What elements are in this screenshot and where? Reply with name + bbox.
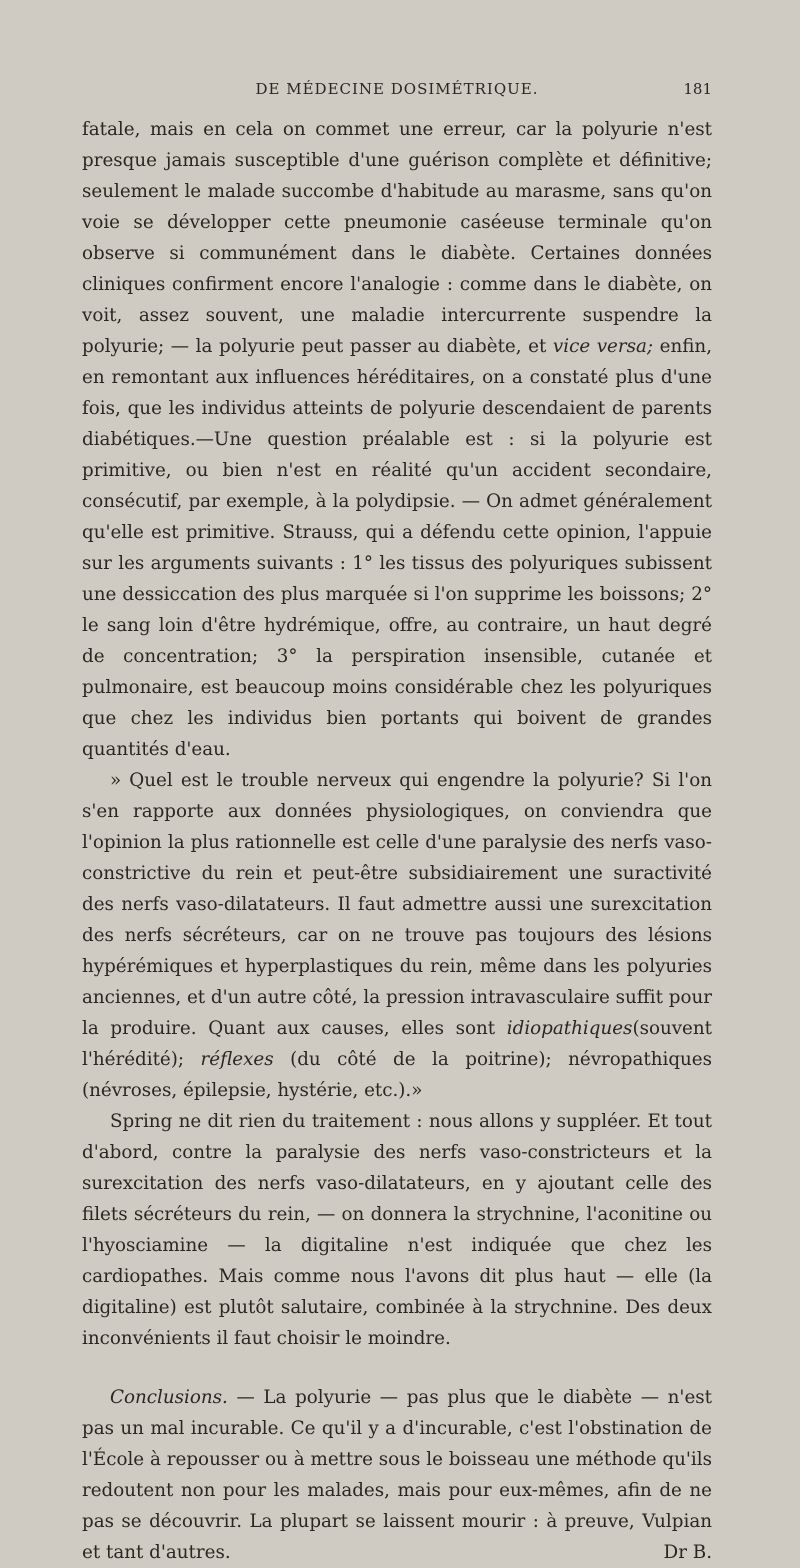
paragraph-3: Spring ne dit rien du traitement : nous allons y suppléer. Et tout d'abord, contre la paralysie des nerfs vaso-constricteurs et la surexcitation des nerfs vaso-dilatateurs, en y ajoutant celle des filets sécréteurs du rein, — on donnera la strychnine, l'aconitine ou l'hyosciamine — la digitaline n'est indiquée que chez les cardiopathes. Mais comme nous l'avons dit plus haut — elle (la digitaline) est plutôt salutaire, combinée à la strychnine. Des deux inconvénients il faut choisir le moindre. bbox=[82, 1111, 712, 1349]
running-title: DE MÉDECINE DOSIMÉTRIQUE. bbox=[255, 80, 539, 98]
paragraph-1: fatale, mais en cela on commet une erreur, car la polyurie n'est presque jamais susceptible d'une guérison complète et définitive; seulement le malade succombe d'habitude au marasme, sans qu'on voie se développer cette pneumonie caséeuse terminale qu'on observe si communément dans le diabète. Certaines données cliniques confirment encore l'analogie : comme dans le diabète, on voit, assez souvent, une maladie intercurrente suspendre la polyurie; — la polyurie peut passer au diabète, et vice versa; enfin, en remontant aux influences héréditaires, on a constaté plus d'une fois, que les individus atteints de polyurie descendaient de parents diabétiques.—Une question préalable est : si la polyurie est primitive, ou bien n'est en réalité qu'un accident secondaire, consécutif, par exemple, à la polydipsie. — On admet généralement qu'elle est primitive. Strauss, qui a défendu cette opinion, l'appuie sur les arguments suivants : 1° les tissus des polyuriques subissent une dessiccation des plus marquée si l'on supprime les boissons; 2° le sang loin d'être hydrémique, offre, au contraire, un haut degré de concentration; 3° la perspiration insensible, cutanée et pulmonaire, est beaucoup moins considérable chez les polyuriques que chez les individus bien portants qui boivent de grandes quantités d'eau. bbox=[82, 119, 712, 760]
paragraph-2: » Quel est le trouble nerveux qui engendre la polyurie? Si l'on s'en rapporte aux données physiologiques, on conviendra que l'opinion la plus rationnelle est celle d'une paralysie des nerfs vaso-constrictive du rein et peut-être subsidiairement une suractivité des nerfs vaso-dilatateurs. Il faut admettre aussi une surexcitation des nerfs sécréteurs, car on ne trouve pas toujours des lésions hypérémiques et hyperplastiques du rein, même dans les polyuries anciennes, et d'un autre côté, la pression intravasculaire suffit pour la produire. Quant aux causes, elles sont idiopathiques(souvent l'hérédité); réflexes (du côté de la poitrine); névropathiques (névroses, épilepsie, hystérie, etc.).» bbox=[82, 770, 713, 1101]
paragraph-gap bbox=[82, 1354, 712, 1382]
italic-term: idiopathiques bbox=[506, 1018, 633, 1039]
signature: Dr B. bbox=[663, 1542, 712, 1563]
body-text bbox=[82, 114, 712, 1568]
italic-term: réflexes bbox=[200, 1049, 274, 1070]
paragraph-conclusions: Conclusions. — La polyurie — pas plus que le diabète — n'est pas un mal incurable. Ce qu'il y a d'incurable, c'est l'obstination de l'École à repousser ou à mettre sous le boisseau une méthode qu'ils redoutent non pour les malades, mais pour eux-mêmes, afin de ne pas se découvrir. La plupart se laissent mourir : à preuve, Vulpian et tant d'autres. Dr B. bbox=[82, 1382, 712, 1568]
italic-phrase: vice versa; bbox=[552, 336, 654, 357]
page-header bbox=[82, 80, 712, 106]
section-label: Conclusions. bbox=[110, 1387, 228, 1408]
page-number: 181 bbox=[683, 80, 712, 98]
